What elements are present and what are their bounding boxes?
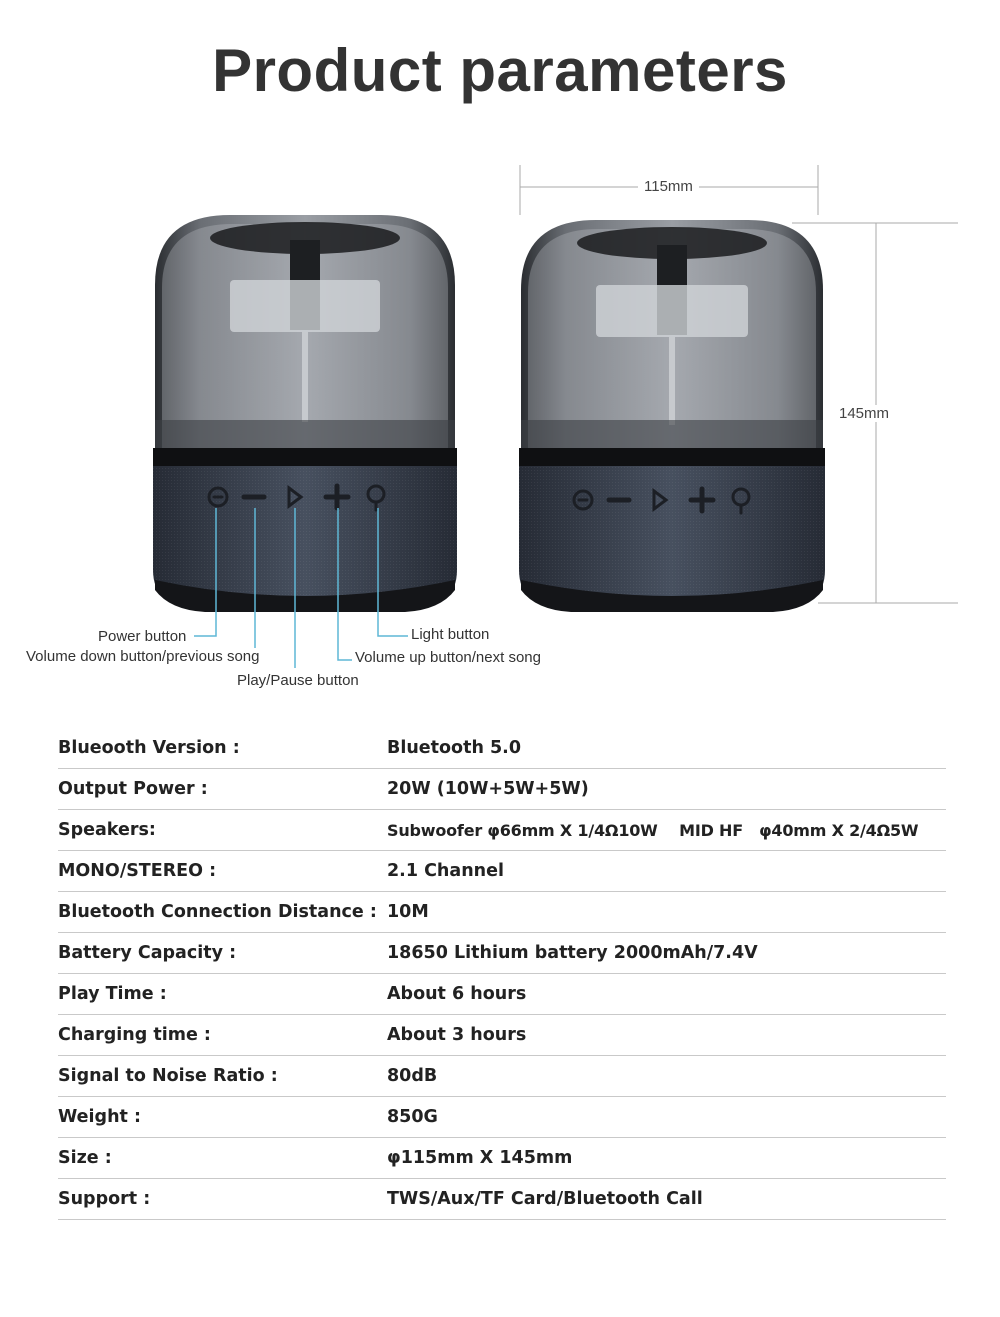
spec-row-snr (58, 1056, 946, 1097)
spec-row-weight (58, 1097, 946, 1138)
spec-label: Weight : (58, 1107, 141, 1127)
spec-value: φ115mm X 145mm (387, 1148, 573, 1168)
annotation-volume-down-button: Volume down button/previous song (26, 648, 260, 665)
spec-table (58, 728, 946, 1220)
spec-label: Size : (58, 1148, 112, 1168)
spec-row-output-power (58, 769, 946, 810)
annotation-play-pause-button: Play/Pause button (237, 672, 359, 689)
spec-value: 10M (387, 902, 429, 922)
spec-value: About 3 hours (387, 1025, 527, 1045)
spec-label: Blueooth Version : (58, 738, 240, 758)
spec-value: 850G (387, 1107, 438, 1127)
spec-value: About 6 hours (387, 984, 527, 1004)
spec-row-bluetooth-version (58, 728, 946, 769)
spec-row-speakers (58, 810, 946, 851)
spec-value: Subwoofer φ66mm X 1/4Ω10W MID HF φ40mm X 2/4Ω5W (387, 821, 919, 840)
annotation-light-button: Light button (411, 626, 490, 643)
spec-label: Speakers: (58, 820, 156, 840)
spec-label: Battery Capacity : (58, 943, 237, 963)
spec-row-battery-capacity (58, 933, 946, 974)
spec-label: MONO/STEREO : (58, 861, 217, 881)
spec-value: TWS/Aux/TF Card/Bluetooth Call (387, 1189, 703, 1209)
spec-label: Support : (58, 1189, 151, 1209)
spec-label: Bluetooth Connection Distance : (58, 902, 377, 922)
spec-row-mono-stereo (58, 851, 946, 892)
spec-label: Signal to Noise Ratio : (58, 1066, 278, 1086)
page-title: Product parameters (212, 37, 788, 104)
width-dimension-label: 115mm (638, 178, 699, 195)
annotation-volume-up-button: Volume up button/next song (355, 649, 541, 666)
spec-value: 2.1 Channel (387, 861, 504, 881)
spec-row-play-time (58, 974, 946, 1015)
height-dimension-label: 145mm (833, 405, 895, 422)
annotation-power-button: Power button (98, 628, 187, 645)
spec-row-size (58, 1138, 946, 1179)
spec-label: Output Power : (58, 779, 208, 799)
spec-value: 18650 Lithium battery 2000mAh/7.4V (387, 943, 758, 963)
spec-value: 20W (10W+5W+5W) (387, 779, 589, 799)
spec-label: Play Time : (58, 984, 167, 1004)
spec-label: Charging time : (58, 1025, 211, 1045)
spec-row-charging-time (58, 1015, 946, 1056)
spec-value: 80dB (387, 1066, 438, 1086)
spec-value: Bluetooth 5.0 (387, 738, 521, 758)
spec-row-support (58, 1179, 946, 1220)
spec-row-connection-distance (58, 892, 946, 933)
